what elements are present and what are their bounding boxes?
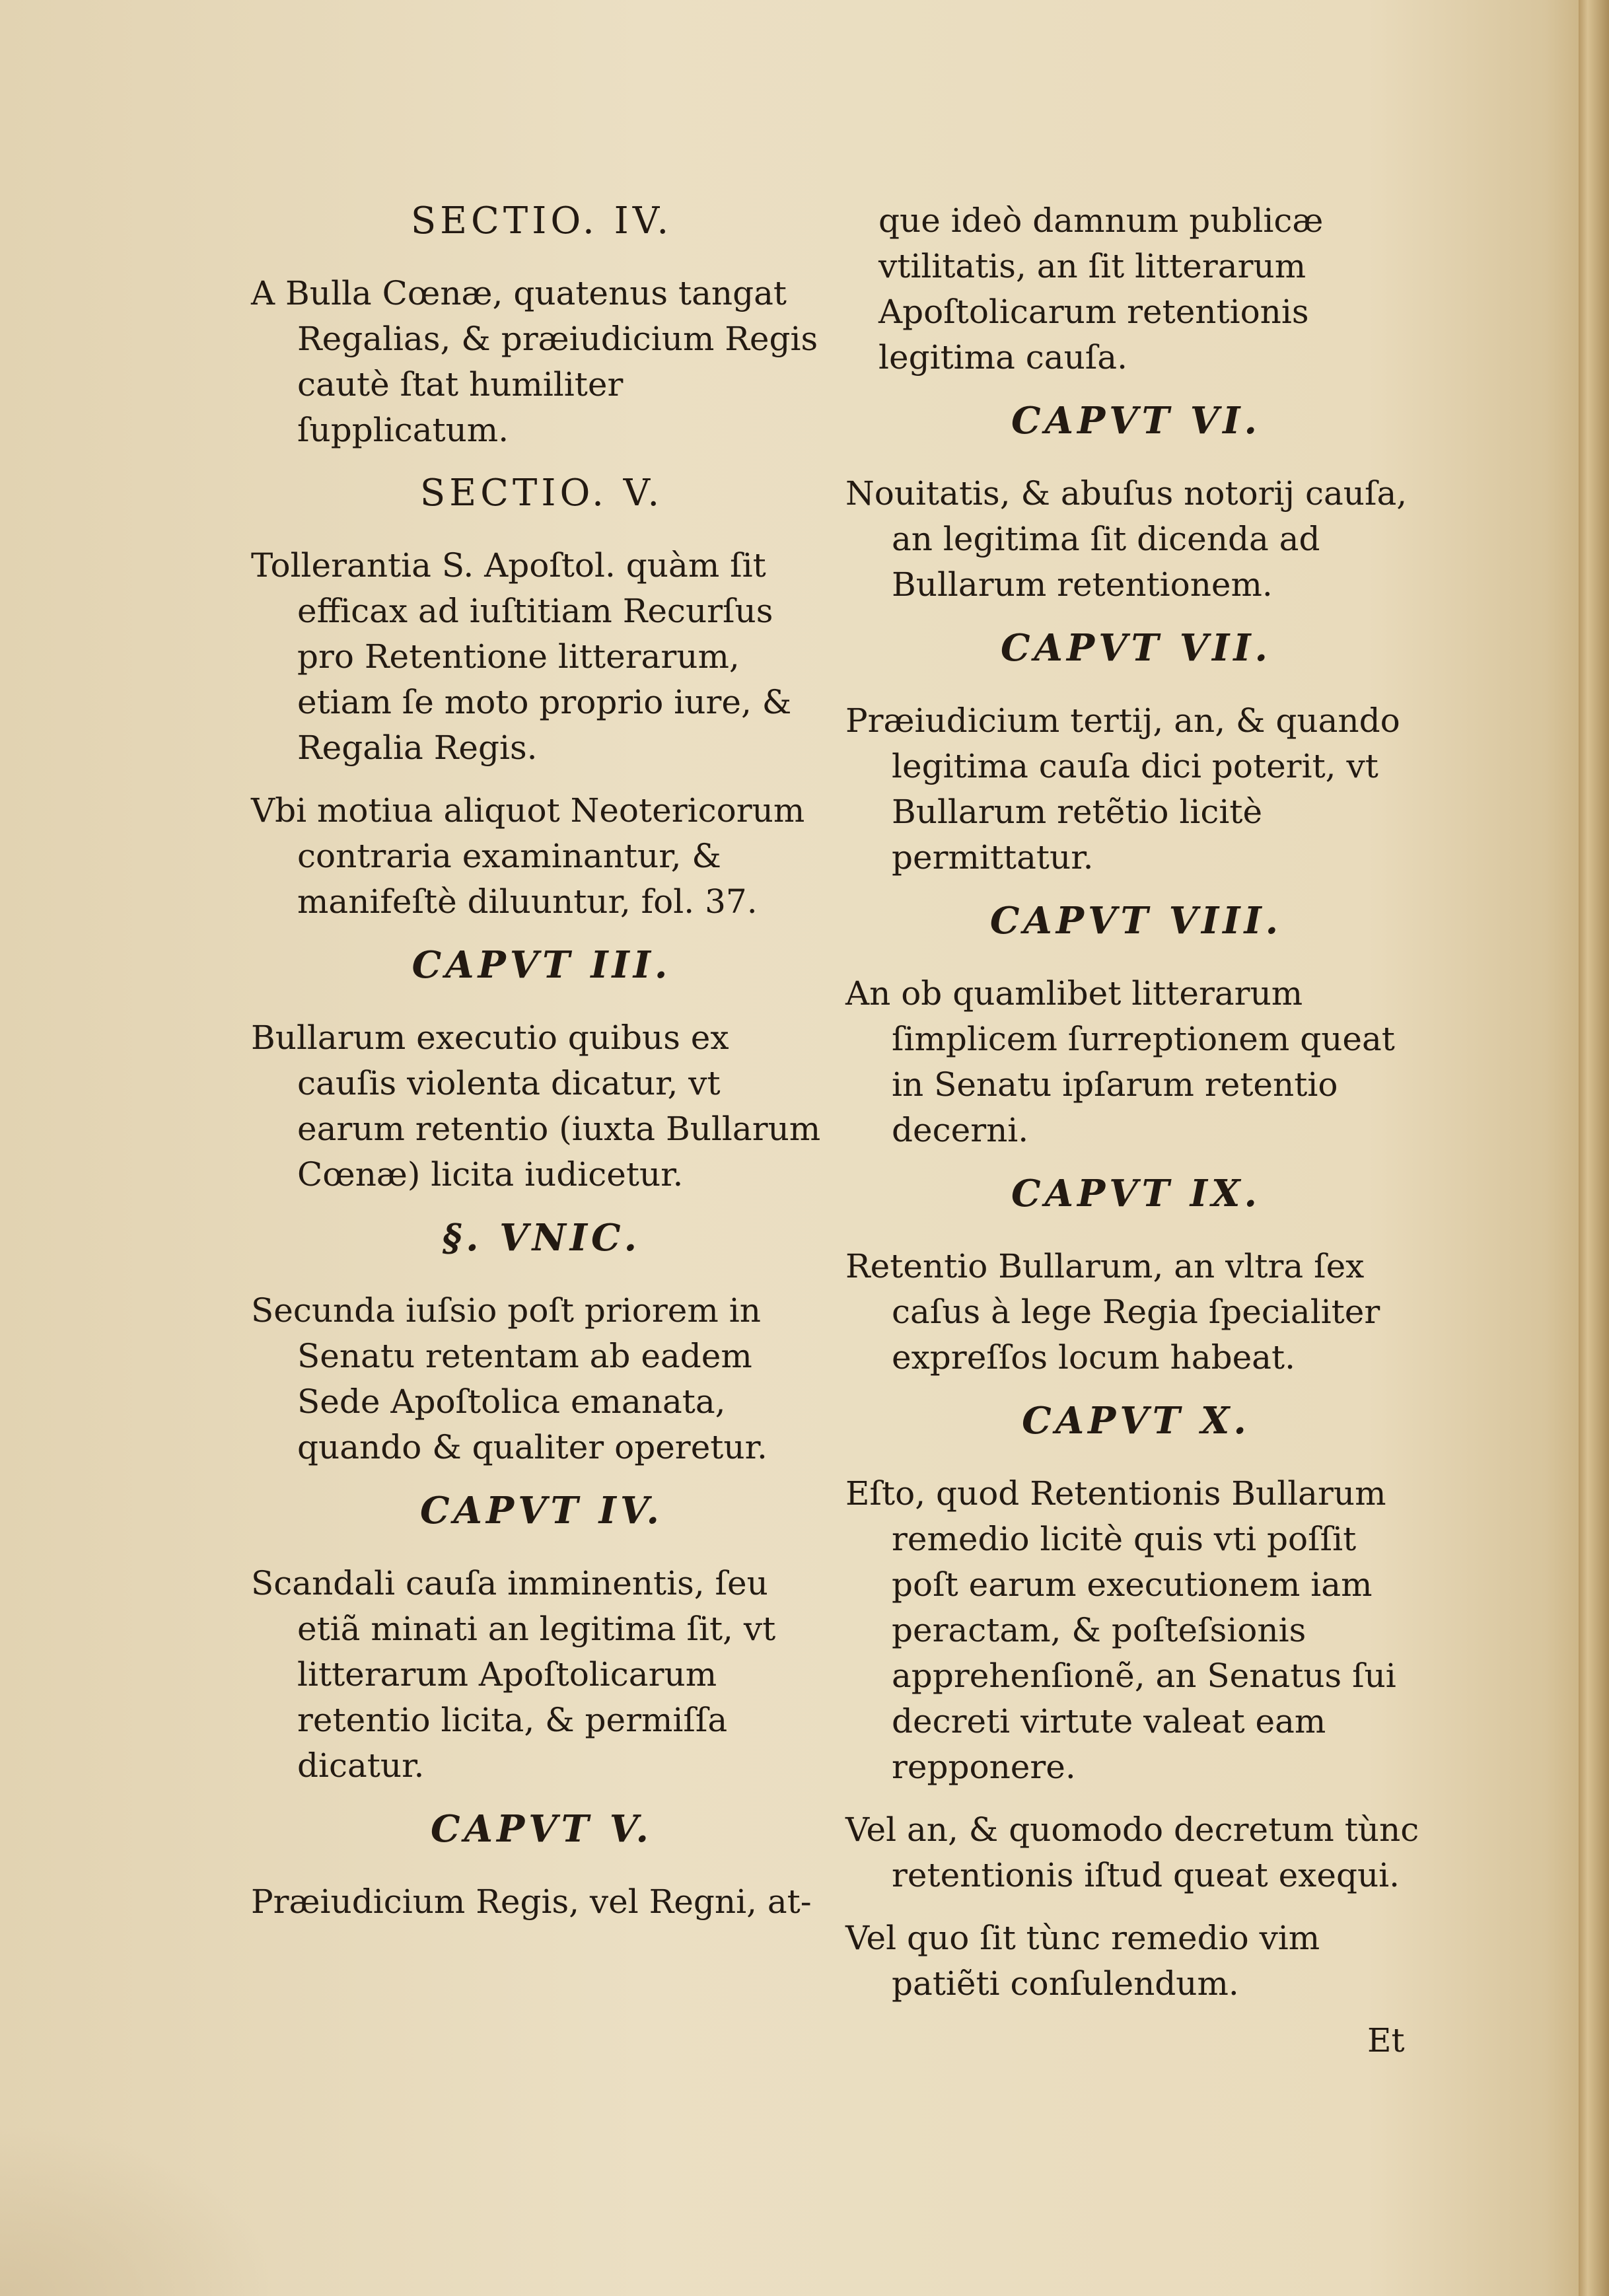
unic-text: Secunda iuſsio poſt priorem in Senatu retentam ab eadem Sede Apoſtolica emanata, quando & qualiter operetur. [251, 1291, 768, 1466]
section-5-heading: SECTIO. V. [419, 472, 664, 515]
chapter-10-note-1: Vel an, & quomodo decretum tùnc retentionis iſtud queat exequi. [845, 1811, 1419, 1894]
chapter-4-text: Scandali cauſa imminentis, ſeu etiã minati an legitima ſit, vt litterarum Apoſtolicarum retentio licita, & permiſſa dicatur. [251, 1564, 776, 1785]
chapter-10-note-2: Vel quo ſit tùnc remedio vim patiẽti conſulendum. [845, 1919, 1320, 2003]
chapter-6-text: Nouitatis, & abuſus notorij cauſa, an legitima ſit dicenda ad Bullarum retentionem. [845, 474, 1408, 604]
chapter-7-text: Præiudicium tertij, an, & quando legitima cauſa dici poterit, vt Bullarum retẽtio licitè permittatur. [845, 701, 1400, 877]
paper-stain [0, 2124, 277, 2296]
left-column [251, 198, 832, 1942]
section-4-text: A Bulla Cœnæ, quatenus tangat Regalias, & præiudicium Regis cautè ſtat humiliter ſupplicatum. [251, 274, 818, 449]
chapter-10-heading: CAPVT X. [1022, 1399, 1250, 1443]
catchword: Et [1367, 2021, 1405, 2060]
right-column [845, 198, 1427, 2024]
next-page-edge [1579, 0, 1609, 2296]
chapter-7-heading: CAPVT VII. [1000, 626, 1272, 670]
chapter-3-heading: CAPVT III. [411, 943, 672, 987]
chapter-4-heading: CAPVT IV. [419, 1489, 664, 1532]
chapter-5-heading: CAPVT V. [431, 1807, 653, 1851]
chapter-6-heading: CAPVT VI. [1011, 399, 1261, 443]
chapter-9-text: Retentio Bullarum, an vltra ſex caſus à lege Regia ſpecialiter expreſſos locum habeat. [845, 1247, 1380, 1377]
chapter-9-heading: CAPVT IX. [1011, 1172, 1261, 1215]
chapter-5-text: Præiudicium Regis, vel Regni, at- [251, 1883, 812, 1921]
chapter-8-text: An ob quamlibet litterarum ſimplicem ſurreptionem queat in Senatu ipſarum retentio decerni. [845, 974, 1395, 1149]
chapter-3-text: Bullarum executio quibus ex cauſis violenta dicatur, vt earum retentio (iuxta Bullarum Cœnæ) licita iudicetur. [251, 1019, 821, 1194]
section-4-heading: SECTIO. IV. [410, 199, 673, 242]
section-5-note: Vbi motiua aliquot Neotericorum contraria examinantur, & manifeſtè diluuntur, fol. 37. [251, 791, 805, 921]
chapter-5-continuation: que ideò damnum publicæ vtilitatis, an ſit litterarum Apoſtolicarum retentionis legitima cauſa. [878, 201, 1324, 377]
unic-heading: §. VNIC. [442, 1216, 641, 1260]
section-5-text: Tollerantia S. Apoſtol. quàm ſit efficax ad iuſtitiam Recurſus pro Retentione litterarum, etiam ſe moto proprio iure, & Regalia Regis. [251, 546, 792, 767]
chapter-8-heading: CAPVT VIII. [989, 899, 1283, 943]
chapter-10-text: Eſto, quod Retentionis Bullarum remedio licitè quis vti poſſit poſt earum executionem iam peractam, & poſteſsionis apprehenſionẽ, an Senatus ſui decreti virtute valeat eam repponere. [845, 1474, 1396, 1786]
